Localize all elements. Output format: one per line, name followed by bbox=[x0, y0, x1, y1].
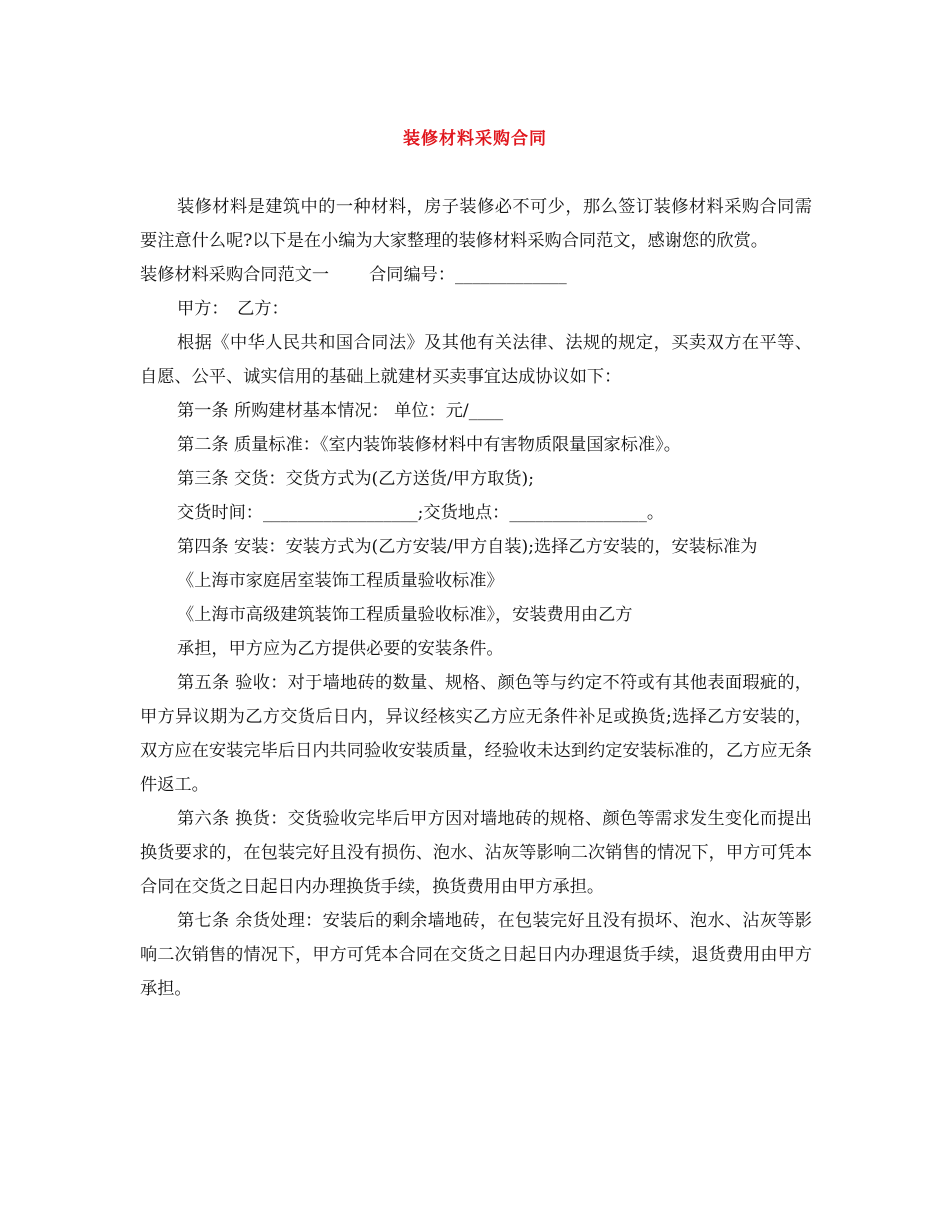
article-3: 第三条 交货：交货方式为(乙方送货/甲方取货); bbox=[177, 469, 535, 489]
sample-heading-line bbox=[140, 258, 812, 292]
contract-number: 合同编号：_____________ bbox=[369, 265, 567, 285]
article-2: 第二条 质量标准：《室内装饰装修材料中有害物质限量国家标准》。 bbox=[177, 435, 681, 455]
document-body bbox=[140, 190, 812, 1006]
document-title: 装修材料采购合同 bbox=[403, 129, 547, 149]
article-4-standard-2: 《上海市高级建筑装饰工程质量验收标准》，安装费用由乙方 bbox=[177, 605, 633, 625]
article-7: 第七条 余货处理：安装后的剩余墙地砖，在包装完好且没有损坏、泡水、沾灰等影响二次销售的情况下，甲方可凭本合同在交货之日起日内办理退货手续，退货费用由甲方承担。 bbox=[140, 911, 812, 999]
article-5: 第五条 验收：对于墙地砖的数量、规格、颜色等与约定不符或有其他表面瑕疵的，甲方异议期为乙方交货后日内，异议经核实乙方应无条件补足或换货;选择乙方安装的，双方应在安装完毕后日内共同验收安装质量，经验收未达到约定安装标准的，乙方应无条件返工。 bbox=[140, 673, 812, 795]
article-1: 第一条 所购建材基本情况： 单位：元/____ bbox=[177, 401, 504, 421]
article-3-detail: 交货时间：__________________;交货地点：________________。 bbox=[177, 503, 665, 523]
preamble-paragraph: 根据《中华人民共和国合同法》及其他有关法律、法规的规定，买卖双方在平等、自愿、公平、诚实信用的基础上就建材买卖事宜达成协议如下： bbox=[140, 333, 812, 387]
intro-paragraph: 装修材料是建筑中的一种材料，房子装修必不可少，那么签订装修材料采购合同需要注意什么呢?以下是在小编为大家整理的装修材料采购合同范文，感谢您的欣赏。 bbox=[140, 197, 812, 251]
parties-line: 甲方： 乙方： bbox=[177, 299, 289, 319]
sample-heading: 装修材料采购合同范文一 bbox=[140, 265, 330, 285]
article-4: 第四条 安装：安装方式为(乙方安装/甲方自装);选择乙方安装的，安装标准为 bbox=[177, 537, 758, 557]
article-6: 第六条 换货：交货验收完毕后甲方因对墙地砖的规格、颜色等需求发生变化而提出换货要求的，在包装完好且没有损伤、泡水、沾灰等影响二次销售的情况下，甲方可凭本合同在交货之日起日内办理换货手续，换货费用由甲方承担。 bbox=[140, 809, 812, 897]
article-4-standard-1: 《上海市家庭居室装饰工程质量验收标准》 bbox=[177, 571, 504, 591]
article-4-continued: 承担，甲方应为乙方提供必要的安装条件。 bbox=[177, 639, 504, 659]
